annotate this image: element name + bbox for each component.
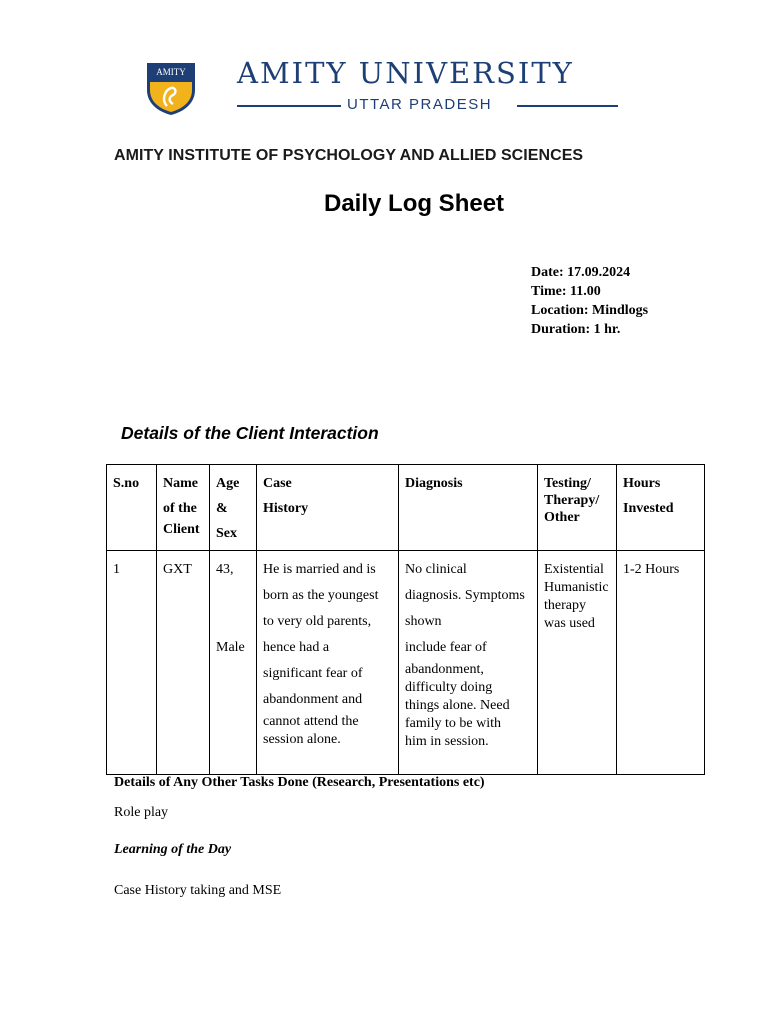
cell-hours: [617, 551, 705, 775]
header-diagnosis-text: Diagnosis: [405, 476, 463, 491]
header-testing-line: Other: [544, 510, 580, 525]
header-name-line: Name: [163, 476, 198, 491]
header-testing-line: Therapy/: [544, 493, 600, 508]
header-testing: [538, 465, 617, 551]
divider-right: [517, 105, 618, 107]
logo-text: AMITY: [156, 67, 186, 77]
university-logo: [143, 60, 199, 116]
university-state: UTTAR PRADESH: [347, 96, 493, 113]
client-interaction-table: [106, 464, 705, 775]
cell-name-text: GXT: [163, 562, 192, 577]
therapy-line: Existential: [544, 562, 604, 577]
case-line: He is married and is: [263, 562, 376, 577]
diagnosis-line: No clinical: [405, 562, 467, 577]
header-hours-line: Invested: [623, 501, 674, 516]
cell-therapy: [538, 551, 617, 775]
diagnosis-line: include fear of: [405, 640, 487, 655]
header-hours: [617, 465, 705, 551]
cell-hours-text: 1-2 Hours: [623, 562, 680, 577]
header-age-sex: [210, 465, 257, 551]
other-tasks-heading: Details of Any Other Tasks Done (Research, Presentations etc): [114, 775, 485, 790]
cell-age-sex: [210, 551, 257, 775]
diagnosis-line: abandonment,: [405, 662, 484, 677]
diagnosis-line: family to be with: [405, 716, 502, 731]
other-tasks-text: Role play: [114, 805, 169, 820]
divider-left: [237, 105, 341, 107]
header-name-line: of the: [163, 501, 197, 516]
header-age-line: Sex: [216, 526, 237, 541]
case-line: cannot attend the: [263, 714, 359, 729]
therapy-line: was used: [544, 616, 595, 631]
session-meta: [531, 263, 648, 339]
header-diagnosis: [399, 465, 538, 551]
document-title: Daily Log Sheet: [324, 190, 505, 217]
cell-name: [157, 551, 210, 775]
case-line: abandonment and: [263, 692, 363, 707]
header-age-line: Age: [216, 476, 240, 491]
institute-name: AMITY INSTITUTE OF PSYCHOLOGY AND ALLIED SCIENCES: [114, 147, 584, 164]
header-hours-line: Hours: [623, 476, 661, 491]
header-age-line: &: [216, 501, 228, 516]
case-line: hence had a: [263, 640, 330, 655]
cell-diagnosis: [399, 551, 538, 775]
cell-sex: Male: [216, 640, 245, 655]
section-title: Details of the Client Interaction: [121, 423, 379, 443]
case-line: significant fear of: [263, 666, 363, 681]
cell-sno-text: 1: [113, 562, 120, 577]
header-case-history: [257, 465, 399, 551]
case-line: session alone.: [263, 732, 341, 747]
header-name-line: Client: [163, 522, 200, 537]
university-name: AMITY UNIVERSITY: [237, 56, 574, 90]
diagnosis-line: shown: [405, 614, 442, 629]
therapy-line: Humanistic: [544, 580, 609, 595]
case-line: born as the youngest: [263, 588, 379, 603]
therapy-line: therapy: [544, 598, 586, 613]
header-sno: [107, 465, 157, 551]
meta-location: Location: Mindlogs: [531, 303, 649, 318]
case-line: to very old parents,: [263, 614, 372, 629]
meta-duration: Duration: 1 hr.: [531, 322, 621, 337]
cell-age: 43,: [216, 562, 234, 577]
diagnosis-line: diagnosis. Symptoms: [405, 588, 525, 603]
header-sno-text: S.no: [113, 476, 140, 491]
meta-time: Time: 11.00: [531, 284, 601, 299]
header-case-line: History: [263, 501, 309, 516]
table-row: [107, 551, 705, 775]
header-case-line: Case: [263, 476, 292, 491]
header-name: [157, 465, 210, 551]
table-header-row: [107, 465, 705, 551]
header-testing-line: Testing/: [544, 476, 591, 491]
cell-case-history: [257, 551, 399, 775]
cell-sno: [107, 551, 157, 775]
diagnosis-line: him in session.: [405, 734, 489, 749]
learning-heading: Learning of the Day: [114, 842, 232, 857]
diagnosis-line: difficulty doing: [405, 680, 493, 695]
learning-text: Case History taking and MSE: [114, 883, 282, 898]
meta-date: Date: 17.09.2024: [531, 265, 631, 280]
diagnosis-line: things alone. Need: [405, 698, 510, 713]
